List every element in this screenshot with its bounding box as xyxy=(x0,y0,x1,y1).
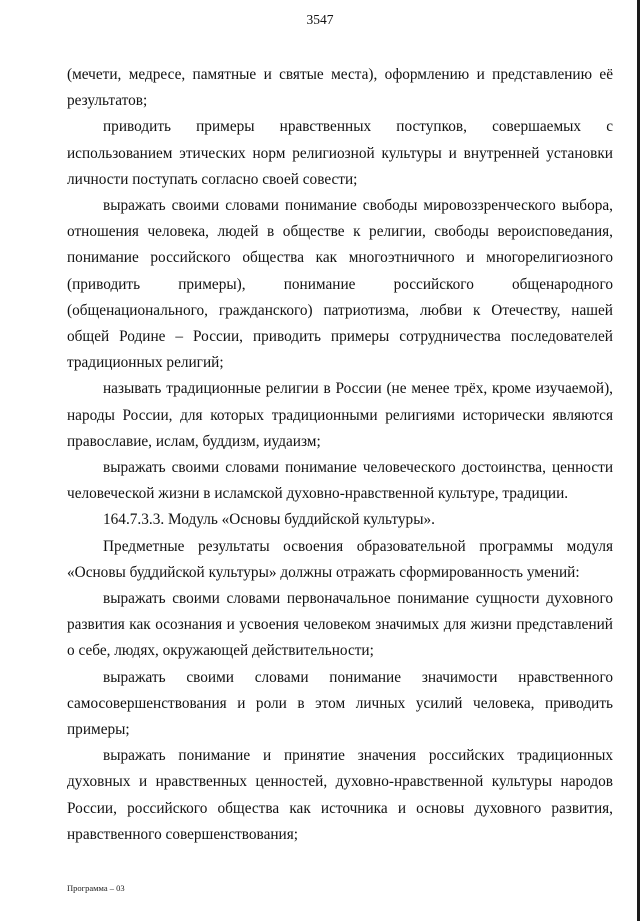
paragraph: (мечети, медресе, памятные и святые места), оформлению и представлению её результатов; xyxy=(67,66,613,110)
page-number: 3547 xyxy=(306,12,334,27)
footer-label: Программа – 03 xyxy=(67,883,125,893)
section-heading: 164.7.3.3. Модуль «Основы буддийской культуры». xyxy=(103,511,435,529)
paragraph: выражать своими словами первоначальное понимание сущности духовного развития как осознания и усвоения человеком значимых для жизни представлений о себе, людях, окружающей действительности; xyxy=(67,590,613,660)
paragraph: выражать понимание и принятие значения российских традиционных духовных и нравственных ценностей, духовно-нравственной культуры народов России, российского общества как источника и основы духовного развития, нравственного совершенствования; xyxy=(67,747,613,843)
paragraph: называть традиционные религии в России (не менее трёх, кроме изучаемой), народы России, для которых традиционными религиями исторически являются православие, ислам, буддизм, иудаизм; xyxy=(67,380,613,450)
paragraph: приводить примеры нравственных поступков, совершаемых с использованием этических норм религиозной культуры и внутренней установки личности поступать согласно своей совести; xyxy=(67,118,613,188)
paragraph: Предметные результаты освоения образовательной программы модуля «Основы буддийской культуры» должны отражать сформированность умений: xyxy=(67,537,613,581)
document-body xyxy=(67,62,613,848)
paragraph: выражать своими словами понимание свободы мировоззренческого выбора, отношения человека, людей в обществе к религии, свободы вероисповедания, понимание российского общества как многоэтничного и многорелигиозного (приводить примеры), понимание российского общенародного (общенационального, гражданского) патриотизма, любви к Отечеству, нашей общей Родине – России, приводить примеры сотрудничества последователей традиционных религий; xyxy=(67,197,613,372)
paragraph: выражать своими словами понимание значимости нравственного самосовершенствования и роли в этом личных усилий человека, приводить примеры; xyxy=(67,668,613,739)
paragraph: выражать своими словами понимание человеческого достоинства, ценности человеческой жизни в исламской духовно-нравственной культуре, традиции. xyxy=(67,459,613,503)
